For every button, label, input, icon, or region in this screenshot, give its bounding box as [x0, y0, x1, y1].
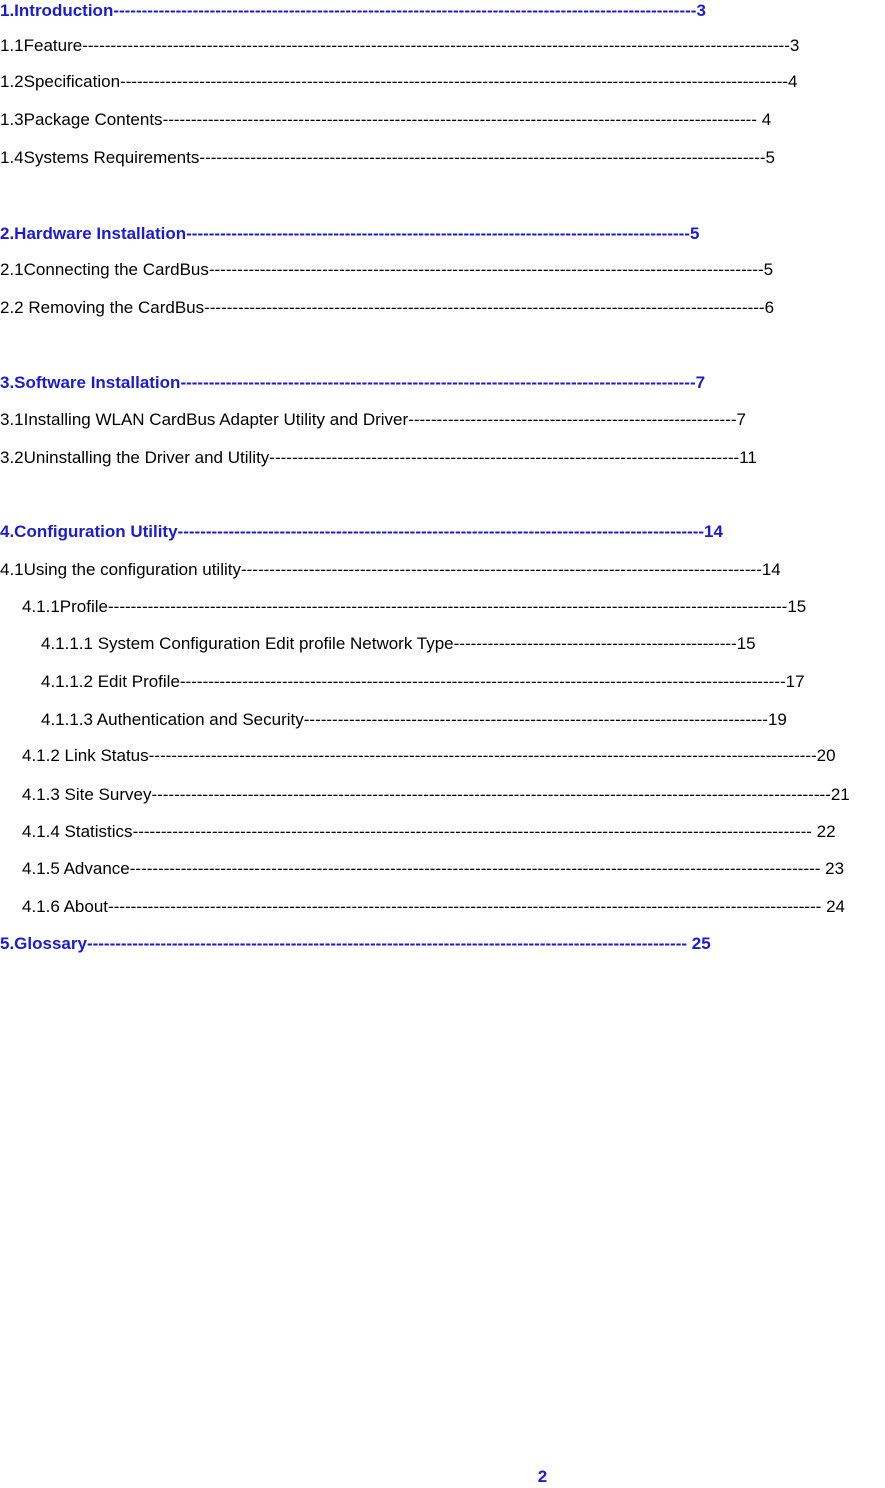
toc-page-number: 5: [689, 224, 700, 243]
toc-entry-title: 2.2 Removing the CardBus: [0, 298, 205, 317]
toc-leader-dots: ------------------------------------------------------------------------------------------------------------------------: [151, 785, 831, 804]
toc-leader-dots: --------------------------------------------------------------------------------------------------------------------------: [129, 859, 821, 878]
toc-page-number: 7: [695, 373, 706, 392]
toc-page-number: 11: [739, 448, 757, 467]
toc-entry-installing-utility-driver[interactable]: [0, 409, 746, 431]
toc-page-number: 15: [787, 597, 807, 616]
toc-heading-introduction[interactable]: [0, 0, 706, 22]
toc-entry-title: 1.Introduction: [0, 1, 114, 20]
toc-page-number: 7: [736, 410, 747, 429]
toc-page-number: 24: [821, 897, 845, 916]
toc-leader-dots: ------------------------------------------------------------------------------------------------------------------------: [132, 822, 812, 841]
toc-entry-title: 4.1.4 Statistics: [22, 822, 133, 841]
toc-entry-title: 4.1.6 About: [22, 897, 109, 916]
toc-leader-dots: ------------------------------------------------------------------------------------------------------------------------: [108, 597, 788, 616]
toc-entry-using-configuration-utility[interactable]: [0, 559, 781, 581]
toc-entry-title: 4.1.1.2 Edit Profile: [41, 672, 180, 691]
toc-entry-title: 1.1Feature: [0, 36, 83, 55]
toc-leader-dots: ------------------------------------------------------------------------------------------------------------------------------: [108, 897, 822, 916]
toc-entry-title: 2.1Connecting the CardBus: [0, 260, 209, 279]
toc-leader-dots: ----------------------------------------------------------------------------------------------------------------------: [120, 72, 789, 91]
toc-leader-dots: ----------------------------------------------------------------------------------------------------------: [86, 934, 688, 953]
toc-heading-hardware-installation[interactable]: [0, 223, 699, 245]
toc-page-number: 5: [765, 148, 775, 167]
toc-heading-configuration-utility[interactable]: [0, 521, 723, 543]
toc-heading-software-installation[interactable]: [0, 372, 705, 394]
toc-entry-advance[interactable]: [22, 858, 844, 880]
toc-entry-title: 1.4Systems Requirements: [0, 148, 200, 167]
toc-leader-dots: --------------------------------------------------------------------------------------------: [240, 560, 762, 579]
toc-leader-dots: ---------------------------------------------------------------------------------------------: [177, 522, 705, 541]
page-number: 2: [537, 1467, 548, 1486]
toc-entry-system-configuration[interactable]: [41, 633, 756, 655]
toc-page-number: 20: [816, 746, 836, 765]
toc-entry-statistics[interactable]: [22, 821, 836, 843]
toc-entry-title: 4.1.2 Link Status: [22, 746, 149, 765]
toc-page-number: 5: [763, 260, 774, 279]
toc-page-number: 21: [830, 785, 850, 804]
toc-entry-about[interactable]: [22, 896, 845, 918]
toc-entry-title: 2.Hardware Installation: [0, 224, 187, 243]
toc-entry-title: 4.1Using the configuration utility: [0, 560, 241, 579]
toc-leader-dots: ---------------------------------------------------------------------------------------------------: [204, 298, 765, 317]
toc-leader-dots: -----------------------------------------------------------------------------------------------------------: [179, 672, 786, 691]
toc-leader-dots: -----------------------------------------------------------------------------------------: [186, 224, 690, 243]
toc-entry-removing-cardbus[interactable]: [0, 297, 774, 319]
toc-leader-dots: --------------------------------------------------------------------------------------------------: [208, 260, 764, 279]
toc-page-number: 14: [761, 560, 781, 579]
toc-leader-dots: -----------------------------------------------------------------------------------: [269, 448, 740, 467]
toc-leader-dots: ----------------------------------------------------------------------------------------------------: [199, 148, 766, 167]
toc-heading-glossary[interactable]: [0, 933, 711, 955]
toc-leader-dots: ---------------------------------------------------------------------------------------------------------: [162, 110, 757, 129]
toc-page-number: 22: [811, 822, 836, 841]
toc-entry-feature[interactable]: [0, 35, 799, 57]
toc-entry-systems-requirements[interactable]: [0, 147, 775, 169]
toc-entry-title: 4.1.3 Site Survey: [22, 785, 152, 804]
toc-entry-title: 4.1.1.1 System Configuration Edit profile Network Type: [41, 634, 454, 653]
toc-page-number: 4: [788, 72, 798, 91]
toc-entry-title: 3.1Installing WLAN CardBus Adapter Utility and Driver: [0, 410, 409, 429]
toc-entry-title: 4.Configuration Utility: [0, 522, 178, 541]
toc-entry-connecting-cardbus[interactable]: [0, 259, 773, 281]
toc-page-number: 3: [696, 1, 706, 20]
toc-entry-title: 1.2Specification: [0, 72, 121, 91]
toc-page-number: 3: [789, 36, 800, 55]
toc-entry-title: 3.Software Installation: [0, 373, 181, 392]
toc-entry-title: 3.2Uninstalling the Driver and Utility: [0, 448, 270, 467]
toc-page-number: 14: [704, 522, 723, 541]
toc-entry-authentication-security[interactable]: [41, 709, 787, 731]
toc-page-number: 23: [820, 859, 845, 878]
toc-leader-dots: -------------------------------------------------------------------------------------------: [180, 373, 696, 392]
toc-leader-dots: -----------------------------------------------------------------------------------------------------------------------------: [82, 36, 790, 55]
toc-entry-title: 4.1.1.3 Authentication and Security: [41, 710, 304, 729]
toc-page-number: 25: [687, 934, 711, 953]
toc-leader-dots: ----------------------------------------------------------------------------------------------------------------------: [148, 746, 817, 765]
toc-entry-title: 5.Glossary: [0, 934, 87, 953]
toc-entry-title: 4.1.5 Advance: [22, 859, 130, 878]
toc-entry-link-status[interactable]: [22, 745, 836, 767]
toc-entry-title: 4.1.1Profile: [22, 597, 108, 616]
toc-leader-dots: ----------------------------------------------------------: [408, 410, 737, 429]
toc-entry-package-contents[interactable]: [0, 109, 771, 131]
toc-entry-specification[interactable]: [0, 71, 798, 93]
toc-page-number: 19: [767, 710, 787, 729]
toc-page-number: 6: [764, 298, 775, 317]
toc-leader-dots: -------------------------------------------------------------------------------------------------------: [113, 1, 697, 20]
toc-page-number: 4: [756, 110, 772, 129]
toc-entry-title: 1.3Package Contents: [0, 110, 163, 129]
toc-entry-edit-profile[interactable]: [41, 671, 805, 693]
toc-page-number: 17: [785, 672, 805, 691]
toc-leader-dots: --------------------------------------------------: [453, 634, 737, 653]
toc-entry-uninstalling-driver-utility[interactable]: [0, 447, 757, 469]
toc-entry-profile[interactable]: [22, 596, 806, 618]
toc-entry-site-survey[interactable]: [22, 784, 850, 806]
toc-page-number: 15: [736, 634, 756, 653]
toc-leader-dots: ----------------------------------------------------------------------------------: [303, 710, 768, 729]
